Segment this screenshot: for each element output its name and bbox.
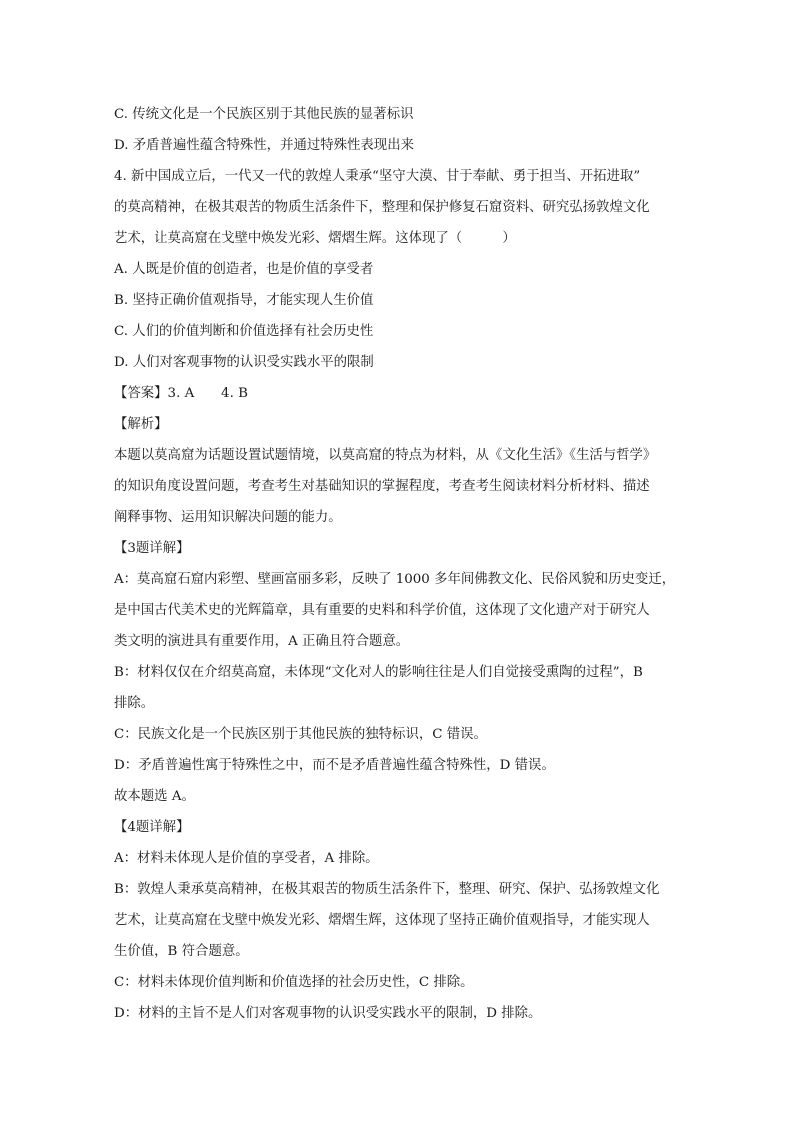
question-4-line-3: 艺术，让莫高窟在戈壁中焕发光彩、熠熠生辉。这体现了（ ）: [114, 231, 516, 246]
q4-b-line-1: B：敦煌人秉承莫高精神，在极其艰苦的物质生活条件下，整理、研究、保护、弘扬敦煌文化: [114, 882, 660, 897]
answer-line: 【答案】3. A 4. B: [114, 386, 248, 401]
q4-b-line-3: 生价值，B 符合题意。: [114, 944, 249, 959]
option-a-q4: A. 人既是价值的创造者，也是价值的享受者: [114, 262, 374, 277]
option-c-q4: C. 人们的价值判断和价值选择有社会历史性: [114, 324, 374, 339]
q3-c-line: C：民族文化是一个民族区别于其他民族的独特标识，C 错误。: [114, 727, 487, 742]
analysis-line-3: 阐释事物、运用知识解决问题的能力。: [114, 510, 342, 525]
q4-detail-heading: 【4题详解】: [114, 820, 190, 835]
q3-detail-heading: 【3题详解】: [114, 541, 190, 556]
q3-b-line-2: 排除。: [114, 696, 155, 711]
q3-a-line-1: A：莫高窟石窟内彩塑、壁画富丽多彩，反映了 1000 多年间佛教文化、民俗风貌和历史变迁，: [114, 572, 676, 587]
q3-a-line-2: 是中国古代美术史的光辉篇章，具有重要的史料和科学价值，这体现了文化遗产对于研究人: [114, 603, 650, 618]
document-page: [114, 99, 684, 1029]
option-d-q4: D. 人们对客观事物的认识受实践水平的限制: [114, 355, 374, 370]
analysis-heading: 【解析】: [114, 417, 168, 432]
q4-b-line-2: 艺术，让莫高窟在戈壁中焕发光彩、熠熠生辉，这体现了坚持正确价值观指导，才能实现人: [114, 913, 650, 928]
analysis-line-2: 的知识角度设置问题，考查考生对基础知识的掌握程度，考查考生阅读材料分析材料、描述: [114, 479, 650, 494]
q3-a-line-3: 类文明的演进具有重要作用，A 正确且符合题意。: [114, 634, 410, 649]
q3-b-line-1: B：材料仅仅在介绍莫高窟，未体现“文化对人的影响往往是人们自觉接受熏陶的过程”，B: [114, 665, 643, 680]
q4-a-line: A：材料未体现人是价值的享受者，A 排除。: [114, 851, 379, 866]
option-d-q3: D. 矛盾普遍性蕴含特殊性，并通过特殊性表现出来: [114, 138, 414, 153]
option-b-q4: B. 坚持正确价值观指导，才能实现人生价值: [114, 293, 374, 308]
analysis-line-1: 本题以莫高窟为话题设置试题情境，以莫高窟的特点为材料，从《文化生活》《生活与哲学》: [114, 448, 657, 463]
q3-conclusion: 故本题选 A。: [114, 789, 195, 804]
question-4-line-2: 的莫高精神，在极其艰苦的物质生活条件下，整理和保护修复石窟资料、研究弘扬敦煌文化: [114, 200, 650, 215]
q4-d-line: D：材料的主旨不是人们对客观事物的认识受实践水平的限制，D 排除。: [114, 1006, 542, 1021]
q4-c-line: C：材料未体现价值判断和价值选择的社会历史性，C 排除。: [114, 975, 474, 990]
option-c-q3: C. 传统文化是一个民族区别于其他民族的显著标识: [114, 107, 414, 122]
question-4-line-1: 4. 新中国成立后，一代又一代的敦煌人秉承“坚守大漠、甘于奉献、勇于担当、开拓进取”: [114, 169, 641, 184]
q3-d-line: D：矛盾普遍性寓于特殊性之中，而不是矛盾普遍性蕴含特殊性，D 错误。: [114, 758, 555, 773]
